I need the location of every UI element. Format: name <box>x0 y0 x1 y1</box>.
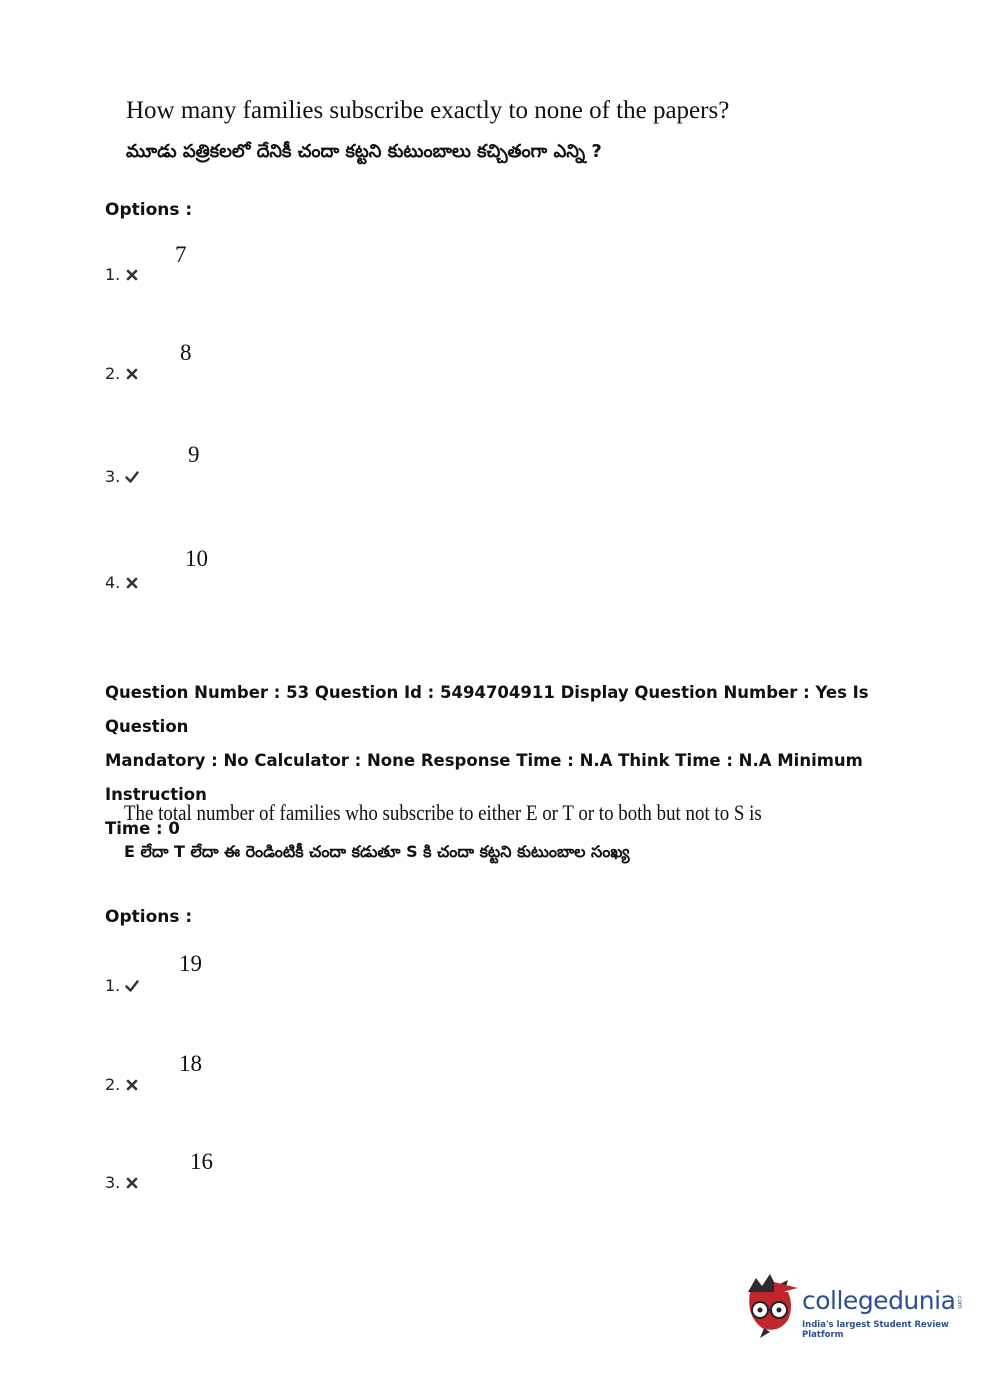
question-2-options-heading: Options : <box>105 907 193 927</box>
option-number: 1. <box>105 976 121 995</box>
option-number: 3. <box>105 467 121 486</box>
option-number-row <box>105 467 139 486</box>
meta-line-3: Time : 0 <box>105 819 180 838</box>
option-value: 9 <box>188 442 200 467</box>
question-2-text-english: The total number of families who subscribe to either E or T or to both but not to S is <box>124 800 762 825</box>
wrong-icon <box>125 268 139 282</box>
meta-line-2: Mandatory : No Calculator : None Response Time : N.A Think Time : N.A Minimum Instruction <box>105 751 863 804</box>
logo-tagline: India's largest Student Review Platform <box>802 1320 949 1340</box>
option-number: 2. <box>105 364 121 383</box>
wrong-icon <box>125 367 139 381</box>
option-number-row <box>105 976 139 995</box>
wrong-icon <box>125 1176 139 1190</box>
question-2-text-telugu: E లేదా T లేదా ఈ రెండింటికీ చందా కడుతూ S కి చందా కట్టని కుటుంబాల సంఖ్య <box>124 842 630 861</box>
mascot-icon <box>740 1272 800 1342</box>
option-value: 16 <box>190 1149 213 1174</box>
correct-icon <box>125 979 139 993</box>
option-number: 2. <box>105 1075 121 1094</box>
option-number-row <box>105 573 139 592</box>
option-number-row <box>105 364 139 383</box>
question-1-text-telugu: మూడు పత్రికలలో దేనికీ చందా కట్టని కుటుంబాలు కచ్చితంగా ఎన్ని ? <box>126 141 602 162</box>
meta-line-1: Question Number : 53 Question Id : 5494704911 Display Question Number : Yes Is Question <box>105 683 869 736</box>
option-value: 19 <box>179 951 202 976</box>
wrong-icon <box>125 576 139 590</box>
option-value: 10 <box>185 546 208 571</box>
option-value: 8 <box>180 340 192 365</box>
option-number-row <box>105 1173 139 1192</box>
option-value: 18 <box>179 1051 202 1076</box>
logo-suffix: .com <box>956 1294 963 1309</box>
option-value: 7 <box>175 242 187 267</box>
collegedunia-logo[interactable] <box>740 1272 970 1342</box>
correct-icon <box>125 470 139 484</box>
wrong-icon <box>125 1078 139 1092</box>
option-number-row <box>105 265 139 284</box>
logo-wordmark: collegedunia <box>802 1286 956 1315</box>
question-1-text-english: How many families subscribe exactly to none of the papers? <box>126 97 730 124</box>
option-number-row <box>105 1075 139 1094</box>
option-number: 1. <box>105 265 121 284</box>
question-1-options-heading: Options : <box>105 200 193 220</box>
option-number: 4. <box>105 573 121 592</box>
option-number: 3. <box>105 1173 121 1192</box>
